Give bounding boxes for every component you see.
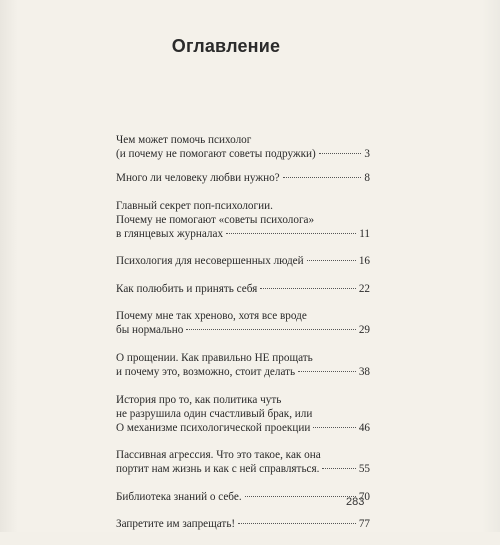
toc-page-number: 70 <box>358 490 370 503</box>
toc-entry-line <box>116 393 370 407</box>
toc-page-number: 55 <box>358 463 370 476</box>
toc-entry-line <box>116 351 370 365</box>
toc-entry-text: (и почему не помогают советы подружки) <box>116 148 316 160</box>
toc-page-number: 8 <box>364 172 370 184</box>
toc-page-number: 29 <box>358 324 370 337</box>
toc-entry-text: портит нам жизнь и как с ней справляться. <box>116 463 320 476</box>
toc-page-number: 46 <box>358 421 370 434</box>
toc-entry-line <box>116 147 370 161</box>
toc-entry-line <box>116 282 370 296</box>
toc-page-number: 16 <box>358 255 370 268</box>
toc-entry-line <box>116 213 370 227</box>
toc-dot-leader <box>226 233 356 234</box>
toc-page-number: 3 <box>364 148 370 160</box>
toc-entry-text: в глянцевых журналах <box>116 227 224 240</box>
toc-page-number: 77 <box>358 518 370 531</box>
toc-dot-leader <box>319 153 362 154</box>
page-title: Оглавление <box>171 36 281 56</box>
toc-entry-line <box>116 133 370 147</box>
toc-dot-leader <box>322 468 355 469</box>
toc-dot-leader <box>283 177 362 178</box>
toc-entry-text: Библиотека знаний о себе. <box>116 490 242 503</box>
toc-page-number: 11 <box>359 227 370 240</box>
toc-entry-text: Почему не помогают «советы психолога» <box>116 213 315 226</box>
toc-entry-text: История про то, как политика чуть <box>116 393 282 406</box>
toc-entry <box>116 282 370 296</box>
toc-entry <box>116 133 370 161</box>
toc-entry-line <box>116 421 370 435</box>
toc-entry <box>116 490 370 504</box>
toc-entry-text: не разрушила один счастливый брак, или <box>116 407 313 420</box>
toc-dot-leader <box>238 523 356 524</box>
toc-dot-leader <box>186 329 355 330</box>
toc-entry-text: Почему мне так хреново, хотя все вроде <box>116 310 307 323</box>
toc-entry-line <box>116 490 370 504</box>
table-of-contents <box>116 133 370 545</box>
toc-entry-line <box>116 517 370 531</box>
toc-entry <box>116 199 370 241</box>
toc-entry-text: О механизме психологической проекции <box>116 421 311 434</box>
toc-dot-leader <box>245 496 356 497</box>
toc-entry-text: Пассивная агрессия. Что это такое, как она <box>116 449 321 462</box>
toc-entry-text: Как полюбить и принять себя <box>116 282 258 295</box>
toc-entry-line <box>116 171 370 185</box>
toc-dot-leader <box>307 260 356 261</box>
toc-entry <box>116 351 370 379</box>
toc-entry <box>116 517 370 531</box>
toc-entry-text: и почему это, возможно, стоит делать <box>116 365 296 378</box>
toc-entry-text: бы нормально <box>116 324 184 337</box>
toc-entry-line <box>116 323 370 337</box>
toc-dot-leader <box>298 371 356 372</box>
toc-entry <box>116 309 370 337</box>
toc-entry-text: Психология для несовершенных людей <box>116 255 304 268</box>
toc-dot-leader <box>260 288 356 289</box>
toc-entry-line <box>116 254 370 268</box>
toc-entry-line <box>116 407 370 421</box>
toc-entry-line <box>116 365 370 379</box>
toc-entry-line <box>116 309 370 323</box>
toc-entry-text: Много ли человеку любви нужно? <box>116 172 280 184</box>
toc-entry <box>116 448 370 476</box>
toc-dot-leader <box>313 427 355 428</box>
toc-entry <box>116 393 370 435</box>
toc-entry-text: Запретите им запрещать! <box>116 518 236 531</box>
toc-entry <box>116 254 370 268</box>
toc-entry-line <box>116 199 370 213</box>
toc-entry <box>116 171 370 185</box>
toc-entry-line <box>116 462 370 476</box>
toc-entry-line <box>116 448 370 462</box>
toc-entry-line <box>116 227 370 241</box>
toc-page-number: 38 <box>358 365 370 378</box>
toc-entry-text: Главный секрет поп-психологии. <box>116 199 273 212</box>
toc-entry-text: О прощении. Как правильно НЕ прощать <box>116 351 313 364</box>
page-number: 283 <box>346 496 365 508</box>
toc-page-number: 22 <box>358 282 370 295</box>
toc-entry-text: Чем может помочь психолог <box>116 134 252 146</box>
